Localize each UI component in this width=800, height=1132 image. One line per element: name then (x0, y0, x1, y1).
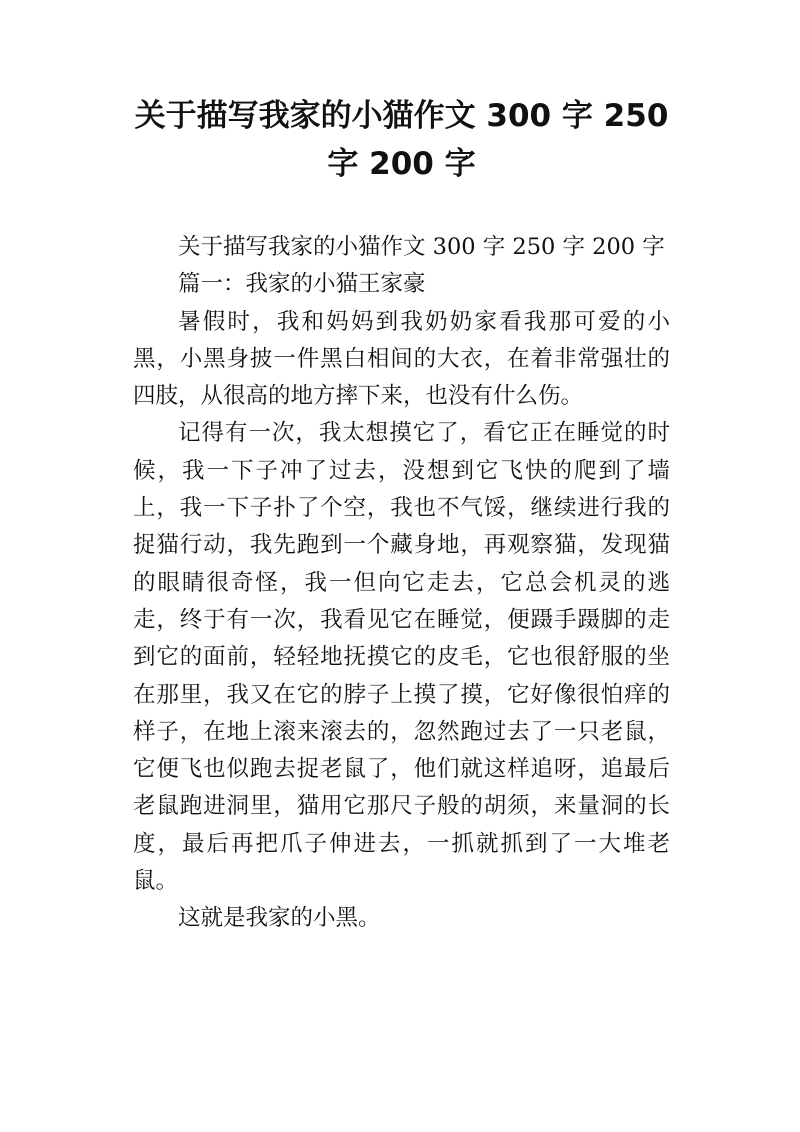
paragraph-intro: 暑假时，我和妈妈到我奶奶家看我那可爱的小黑，小黑身披一件黑白相间的大衣，在着非常强壮的四肢，从很高的地方摔下来，也没有什么伤。 (133, 308, 670, 410)
document-title: 关于描写我家的小猫作文 300 字 250 字 200 字 (134, 98, 669, 182)
paragraph-heading: 关于描写我家的小猫作文 300 字 250 字 200 字 (178, 234, 665, 260)
paragraph-story: 记得有一次，我太想摸它了，看它正在睡觉的时候，我一下子冲了过去，没想到它飞快的爬到了墙上，我一下子扑了个空，我也不气馁，继续进行我的捉猫行动，我先跑到一个藏身地，再观察猫，发现猫的眼睛很奇怪，我一但向它走去，它总会机灵的逃走，终于有一次，我看见它在睡觉，便蹑手蹑脚的走到它的面前，轻轻地抚摸它的皮毛，它也很舒服的坐在那里，我又在它的脖子上摸了摸，它好像很怕痒的样子，在地上滚来滚去的，忽然跑过去了一只老鼠，它便飞也似跑去捉老鼠了，他们就这样追呀，追最后老鼠跑进洞里，猫用它那尺子般的胡须，来量洞的长度，最后再把爪子伸进去，一抓就抓到了一大堆老鼠。 (133, 420, 670, 895)
paragraph-section-title: 篇一：我家的小猫王家豪 (178, 271, 426, 298)
document-body (133, 229, 670, 938)
paragraph-conclusion: 这就是我家的小黑。 (178, 905, 381, 932)
